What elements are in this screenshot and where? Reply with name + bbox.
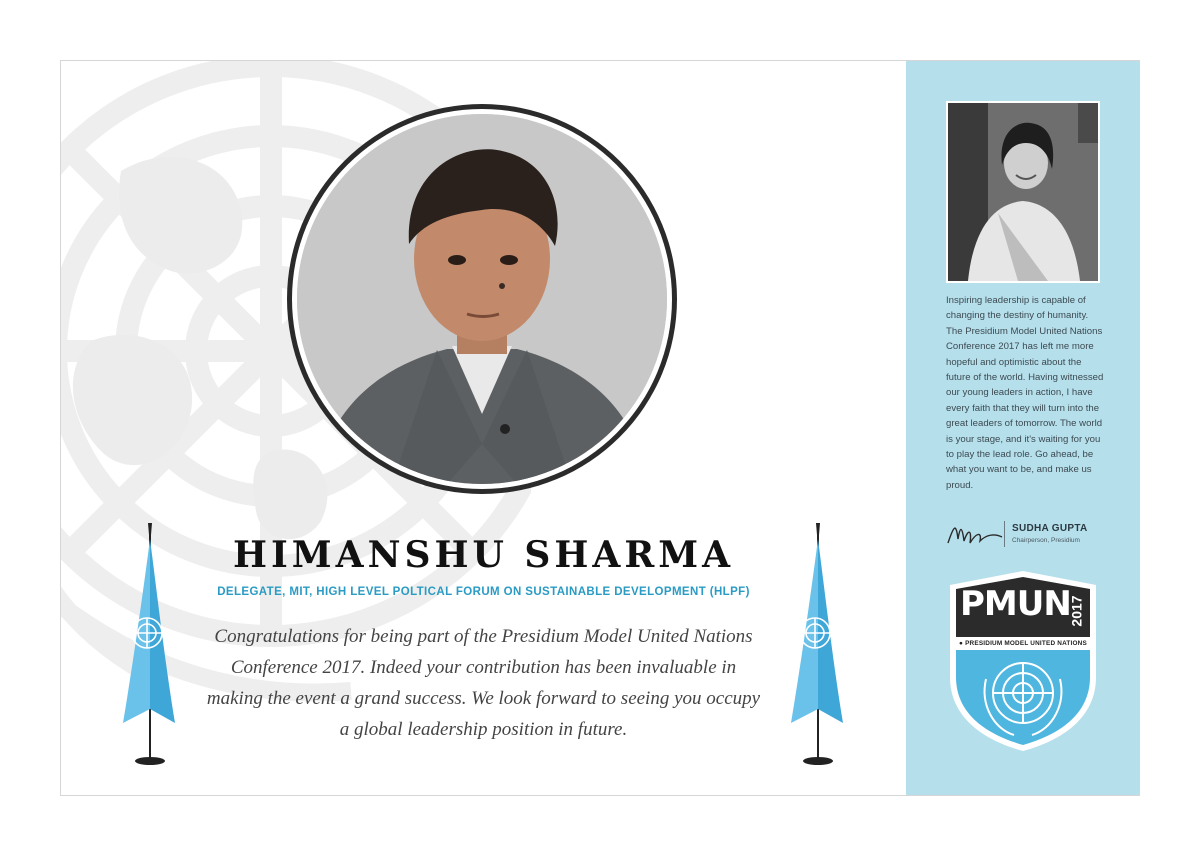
- un-flag-icon: [787, 523, 847, 771]
- badge-subtitle: ● PRESIDIUM MODEL UNITED NATIONS: [959, 640, 1087, 647]
- signature-icon: [946, 519, 1006, 551]
- pmun-badge: [948, 569, 1098, 753]
- person-portrait-icon: [297, 114, 667, 484]
- badge-acronym: PMUN: [960, 584, 1071, 624]
- congratulation-message: Congratulations for being part of the Presidium Model United Nations Conference 2017. Indeed your contribution has been invaluable in making the event a grand success. We look forward to seeing you occupy a global leadership position in future.: [206, 626, 761, 740]
- un-flag-icon: [119, 523, 179, 771]
- delegate-role: DELEGATE, MIT, HIGH LEVEL POLTICAL FORUM ON SUSTAINABLE DEVELOPMENT (HLPF): [217, 586, 750, 598]
- certificate-main: [61, 61, 906, 795]
- chairperson-quote: Inspiring leadership is capable of changing the destiny of humanity. The Presidium Model United Nations Conference 2017 has left me more hopeful and optimistic about the future of the world. Having witnessed our young leaders in action, I have every faith that they will turn into the great leaders of tomorrow. The world is your stage, and it's waiting for you to play the lead role. Go ahead, be what you want to be, and make us proud.: [946, 295, 1104, 491]
- signature-divider: [1004, 521, 1005, 547]
- signer-name: SUDHA GUPTA: [1012, 523, 1088, 534]
- certificate-card: [60, 60, 1140, 796]
- chairperson-sidebar: [906, 61, 1140, 795]
- delegate-portrait: [297, 114, 667, 484]
- portrait-frame: [287, 104, 677, 494]
- delegate-name: HIMANSHU SHARMA: [232, 534, 735, 576]
- badge-year: 2017: [1069, 595, 1085, 627]
- person-photo-icon: [948, 103, 1098, 281]
- chairperson-photo: [946, 101, 1100, 283]
- signer-title: Chairperson, Presidium: [1012, 537, 1080, 544]
